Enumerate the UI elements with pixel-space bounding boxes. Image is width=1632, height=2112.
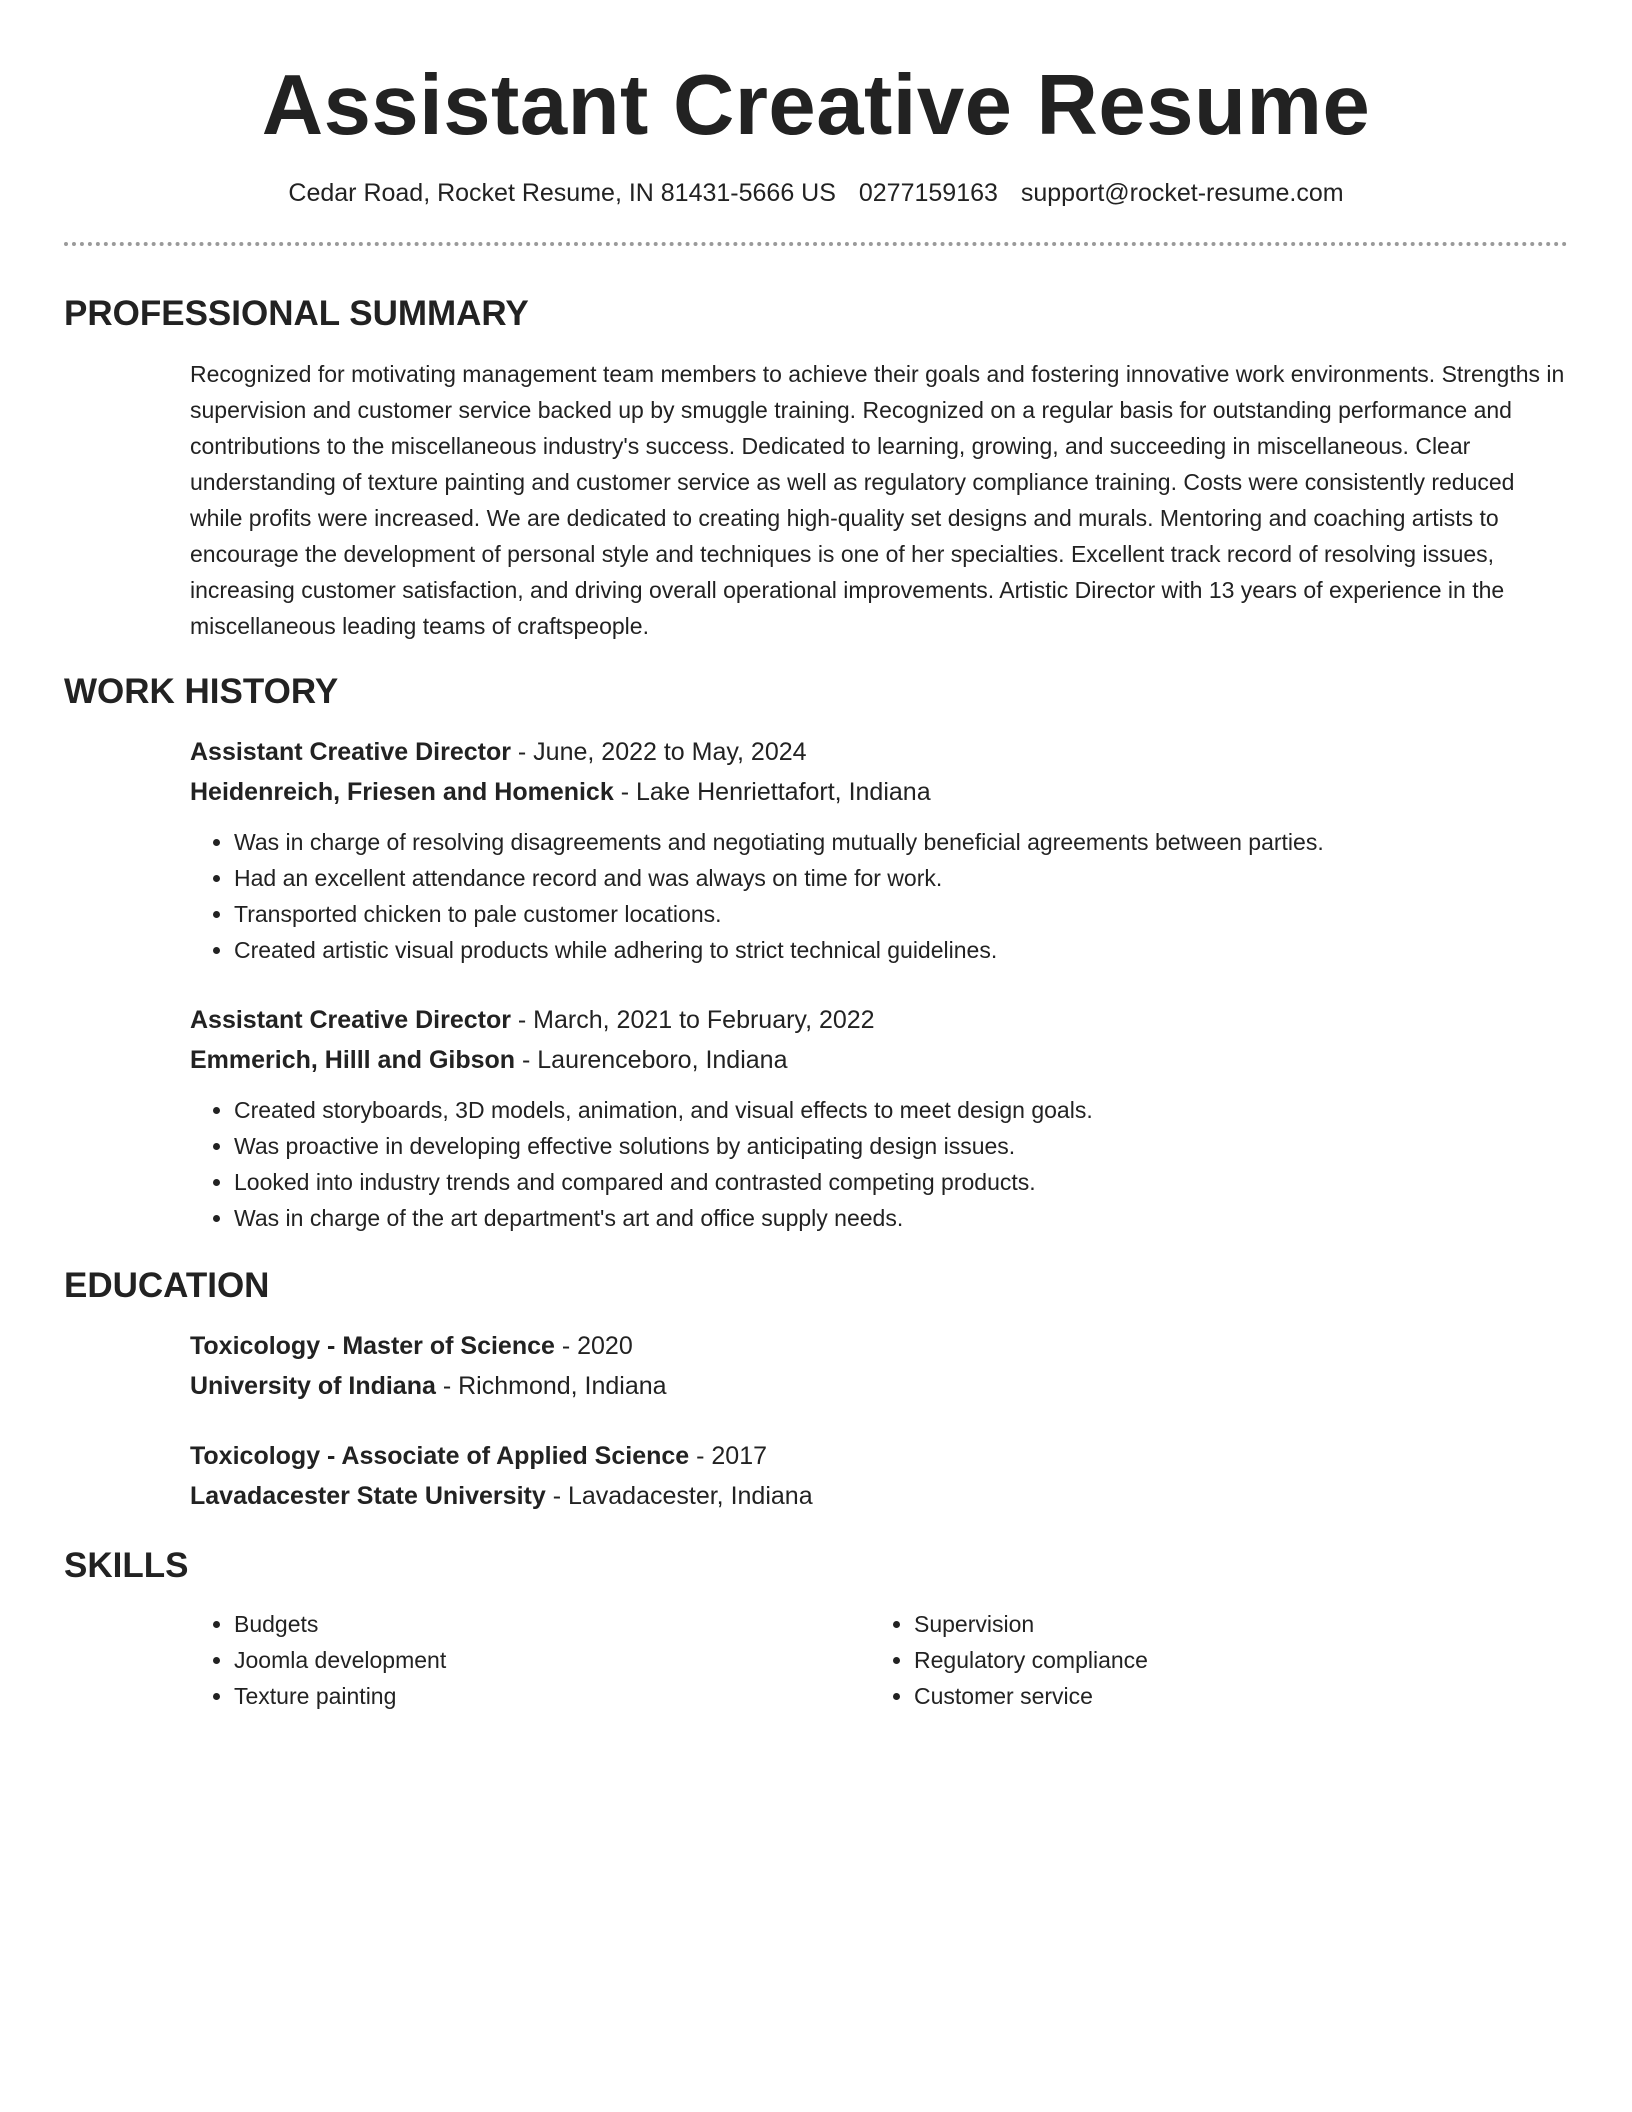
list-item: • Was in charge of the art department's art and office supply needs. <box>234 1200 1568 1236</box>
school-line <box>190 1366 1568 1406</box>
contact-email: support@rocket-resume.com <box>1020 179 1344 207</box>
resume-title: Assistant Creative Resume <box>261 58 1371 153</box>
list-item: • Created storyboards, 3D models, animation, and visual effects to meet design goals. <box>234 1092 1568 1128</box>
job-bullets <box>190 824 1568 968</box>
school-name: University of Indiana <box>190 1372 436 1400</box>
skills-column-right <box>870 1606 1550 1714</box>
contact-phone: 0277159163 <box>858 179 998 207</box>
work-section <box>64 670 1568 1236</box>
section-title-summary: PROFESSIONAL SUMMARY <box>64 294 529 333</box>
job-location: - Laurenceboro, Indiana <box>515 1046 788 1074</box>
degree-name: Toxicology - Master of Science <box>190 1332 555 1360</box>
education-entry <box>64 1326 1568 1406</box>
skill-item: • Budgets <box>234 1606 870 1642</box>
job-dates: - June, 2022 to May, 2024 <box>510 738 807 766</box>
school-line <box>190 1476 1568 1516</box>
job-bullets <box>190 1092 1568 1236</box>
school-location: - Lavadacester, Indiana <box>545 1482 813 1510</box>
job-role: Assistant Creative Director <box>190 1006 511 1034</box>
skill-item: • Supervision <box>914 1606 1550 1642</box>
list-item: • Was in charge of resolving disagreements and negotiating mutually beneficial agreements between parties. <box>234 824 1568 860</box>
education-entry <box>64 1436 1568 1516</box>
skill-item: • Joomla development <box>234 1642 870 1678</box>
section-title-skills: SKILLS <box>64 1546 189 1585</box>
job-company-line <box>190 1040 1568 1080</box>
contact-address: Cedar Road, Rocket Resume, IN 81431-5666 US <box>288 179 836 207</box>
summary-section <box>64 292 1568 644</box>
job-company: Emmerich, Hilll and Gibson <box>190 1046 516 1074</box>
education-section <box>64 1264 1568 1516</box>
degree-line <box>190 1436 1568 1476</box>
skill-item: • Customer service <box>914 1678 1550 1714</box>
section-title-work: WORK HISTORY <box>64 672 339 711</box>
contact-line <box>64 176 1568 210</box>
degree-year: - 2017 <box>689 1442 768 1470</box>
job-title-line <box>190 732 1568 772</box>
job-entry <box>64 732 1568 968</box>
job-company: Heidenreich, Friesen and Homenick <box>190 778 614 806</box>
list-item: • Transported chicken to pale customer locations. <box>234 896 1568 932</box>
job-dates: - March, 2021 to February, 2022 <box>510 1006 875 1034</box>
summary-text: Recognized for motivating management team members to achieve their goals and fostering innovative work environments. Strengths in supervision and customer service backed up by smuggle training. Recognized on a regular basis for outstanding performance and contributions to the miscellaneous industry's success. Dedicated to learning, growing, and succeeding in miscellaneous. Clear understanding of texture painting and customer service as well as regulatory compliance training. Costs were consistently reduced while profits were increased. We are dedicated to creating high-quality set designs and murals. Mentoring and coaching artists to encourage the development of personal style and techniques is one of her specialties. Excellent track record of resolving issues, increasing customer satisfaction, and driving overall operational improvements. Artistic Director with 13 years of experience in the miscellaneous leading teams of craftspeople. <box>190 361 1565 639</box>
job-title-line <box>190 1000 1568 1040</box>
resume-header <box>64 0 1568 246</box>
school-location: - Richmond, Indiana <box>435 1372 667 1400</box>
list-item: • Created artistic visual products while adhering to strict technical guidelines. <box>234 932 1568 968</box>
header-divider <box>64 242 1568 246</box>
job-company-line <box>190 772 1568 812</box>
skills-grid <box>64 1606 1568 1714</box>
list-item: • Was proactive in developing effective solutions by anticipating design issues. <box>234 1128 1568 1164</box>
job-entry <box>64 1000 1568 1236</box>
section-title-education: EDUCATION <box>64 1266 270 1305</box>
school-name: Lavadacester State University <box>190 1482 546 1510</box>
degree-line <box>190 1326 1568 1366</box>
degree-year: - 2020 <box>554 1332 633 1360</box>
skill-item: • Texture painting <box>234 1678 870 1714</box>
list-item: • Looked into industry trends and compared and contrasted competing products. <box>234 1164 1568 1200</box>
job-role: Assistant Creative Director <box>190 738 511 766</box>
skill-item: • Regulatory compliance <box>914 1642 1550 1678</box>
skills-column-left <box>190 1606 870 1714</box>
list-item: • Had an excellent attendance record and was always on time for work. <box>234 860 1568 896</box>
degree-name: Toxicology - Associate of Applied Science <box>190 1442 690 1470</box>
skills-section <box>64 1544 1568 1714</box>
job-location: - Lake Henriettafort, Indiana <box>613 778 931 806</box>
